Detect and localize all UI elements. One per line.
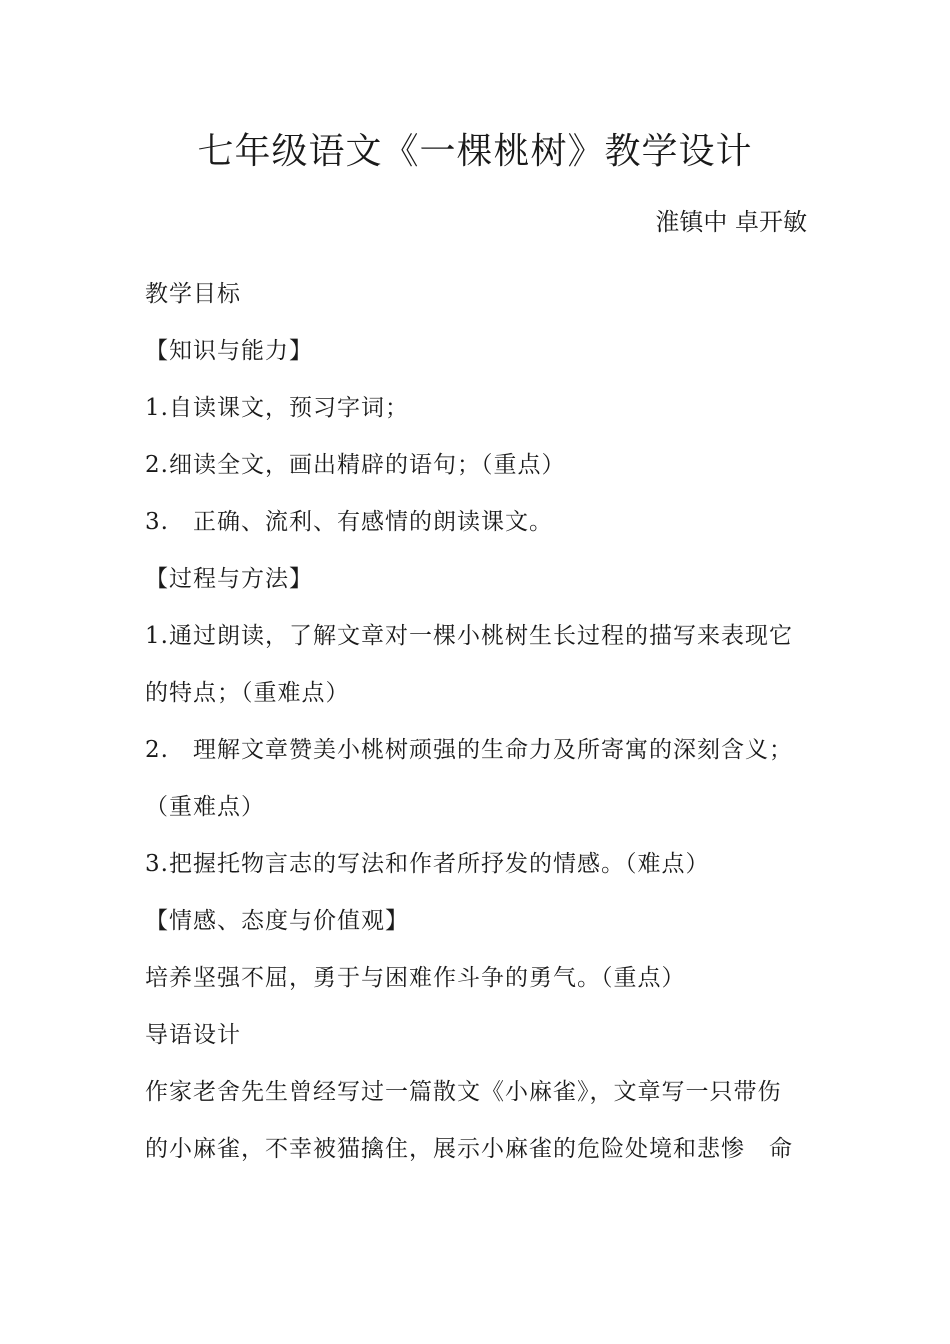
paragraph-line: 3.把握托物言志的写法和作者所抒发的情感。（难点） xyxy=(145,851,710,877)
paragraph-line: 1.通过朗读，了解文章对一棵小桃树生长过程的描写来表现它 xyxy=(145,623,793,649)
paragraph-line: 的特点；（重难点） xyxy=(145,680,350,706)
paragraph-line: 作家老舍先生曾经写过一篇散文《小麻雀》，文章写一只带伤 xyxy=(145,1079,782,1105)
paragraph-line: 3. 正确、流利、有感情的朗读课文。 xyxy=(145,509,553,535)
paragraph-line: 培养坚强不屈，勇于与困难作斗争的勇气。（重点） xyxy=(145,965,686,991)
section-heading-teaching-goals: 教学目标 xyxy=(145,281,241,307)
paragraph-line: 2. 理解文章赞美小桃树顽强的生命力及所寄寓的深刻含义； xyxy=(145,737,793,763)
paragraph-line: 1.自读课文，预习字词； xyxy=(145,395,409,421)
paragraph-line: （重难点） xyxy=(145,794,265,820)
subheading-process-method: 【过程与方法】 xyxy=(145,566,313,592)
section-heading-intro-design: 导语设计 xyxy=(145,1022,241,1048)
subheading-emotion-values: 【情感、态度与价值观】 xyxy=(145,908,409,934)
paragraph-line: 2.细读全文，画出精辟的语句；（重点） xyxy=(145,452,566,478)
subheading-knowledge-ability: 【知识与能力】 xyxy=(145,338,313,364)
paragraph-line: 的小麻雀，不幸被猫擒住，展示小麻雀的危险处境和悲惨 命 xyxy=(145,1136,793,1162)
document-title: 七年级语文《一棵桃树》教学设计 xyxy=(197,131,753,172)
document-author: 淮镇中 卓开敏 xyxy=(655,208,807,236)
